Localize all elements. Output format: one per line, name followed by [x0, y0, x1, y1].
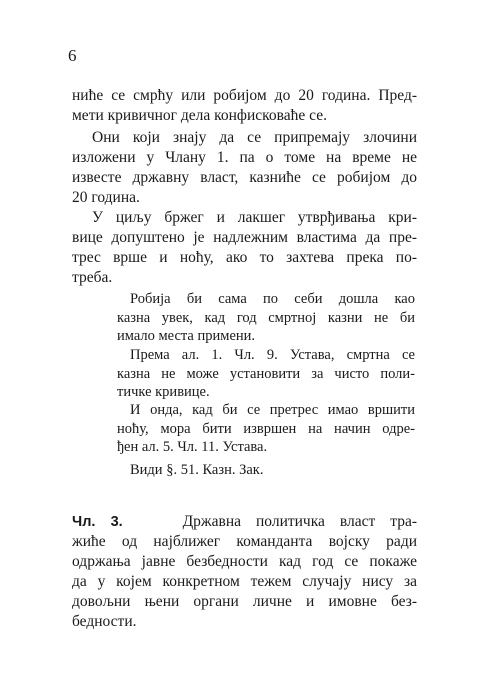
text-line: да у којем конкретном тежем случају нису за	[72, 573, 417, 590]
text-line: известе државну власт, казниће се робијом до	[72, 169, 417, 186]
note-line: тичке кривице.	[117, 384, 210, 400]
text-line: вице допуштено је надлежним властима да пре-	[72, 229, 417, 246]
paragraph	[72, 128, 417, 208]
footnote	[117, 461, 415, 480]
paragraph	[72, 208, 417, 288]
text-line: 20 година.	[72, 189, 140, 206]
text-line: одржања јавне безбедности кад год се покаже	[72, 553, 417, 570]
article-3	[72, 512, 417, 632]
page-number: 6	[68, 46, 77, 65]
article-first-line-text: Државна политичка власт тра-	[182, 513, 418, 530]
note-line: Робија би сама по себи дошла као	[130, 291, 415, 307]
text-line: мети кривичног дела конфисковаће се.	[72, 107, 327, 124]
text-line: треба.	[72, 269, 113, 286]
text-line: бедности.	[72, 613, 137, 630]
note-line: ноћу, мора бити извршен на начин одре-	[117, 420, 415, 437]
note-line: Према ал. 1. Чл. 9. Устава, смртна се	[130, 347, 415, 363]
text-line: Они који знају да се припремају злочини	[92, 129, 417, 146]
note-line: Види §. 51. Казн. Зак.	[130, 462, 264, 478]
text-line: ниће се смрћу или робијом до 20 година. Пред-	[72, 87, 417, 104]
text-line: довољни њени органи личне и имовне без-	[72, 593, 417, 610]
footnote	[117, 346, 415, 402]
note-line: И онда, кад би се претрес имао вршити	[130, 402, 415, 418]
text-line: жиће од најближег команданта војску ради	[72, 533, 417, 550]
paragraph-continuation	[72, 86, 417, 126]
note-line: ђен ал. 5. Чл. 11. Устава.	[117, 439, 268, 455]
article-first-line	[72, 512, 417, 532]
note-line: имало места примени.	[117, 328, 256, 344]
text-line: изложени у Члану 1. па о томе на време не	[72, 149, 417, 166]
text-line: трес врше и ноћу, ако то захтева прека по-	[72, 249, 417, 266]
note-line: казна не може установити за чисто поли-	[117, 365, 415, 382]
footnote	[117, 290, 415, 346]
note-line: казна увек, кад год смртној казни не би	[117, 309, 415, 326]
article-label: Чл. 3.	[72, 514, 123, 530]
text-line: У циљу бржег и лакшег утврђивања кри-	[92, 209, 417, 226]
footnote	[117, 401, 415, 457]
